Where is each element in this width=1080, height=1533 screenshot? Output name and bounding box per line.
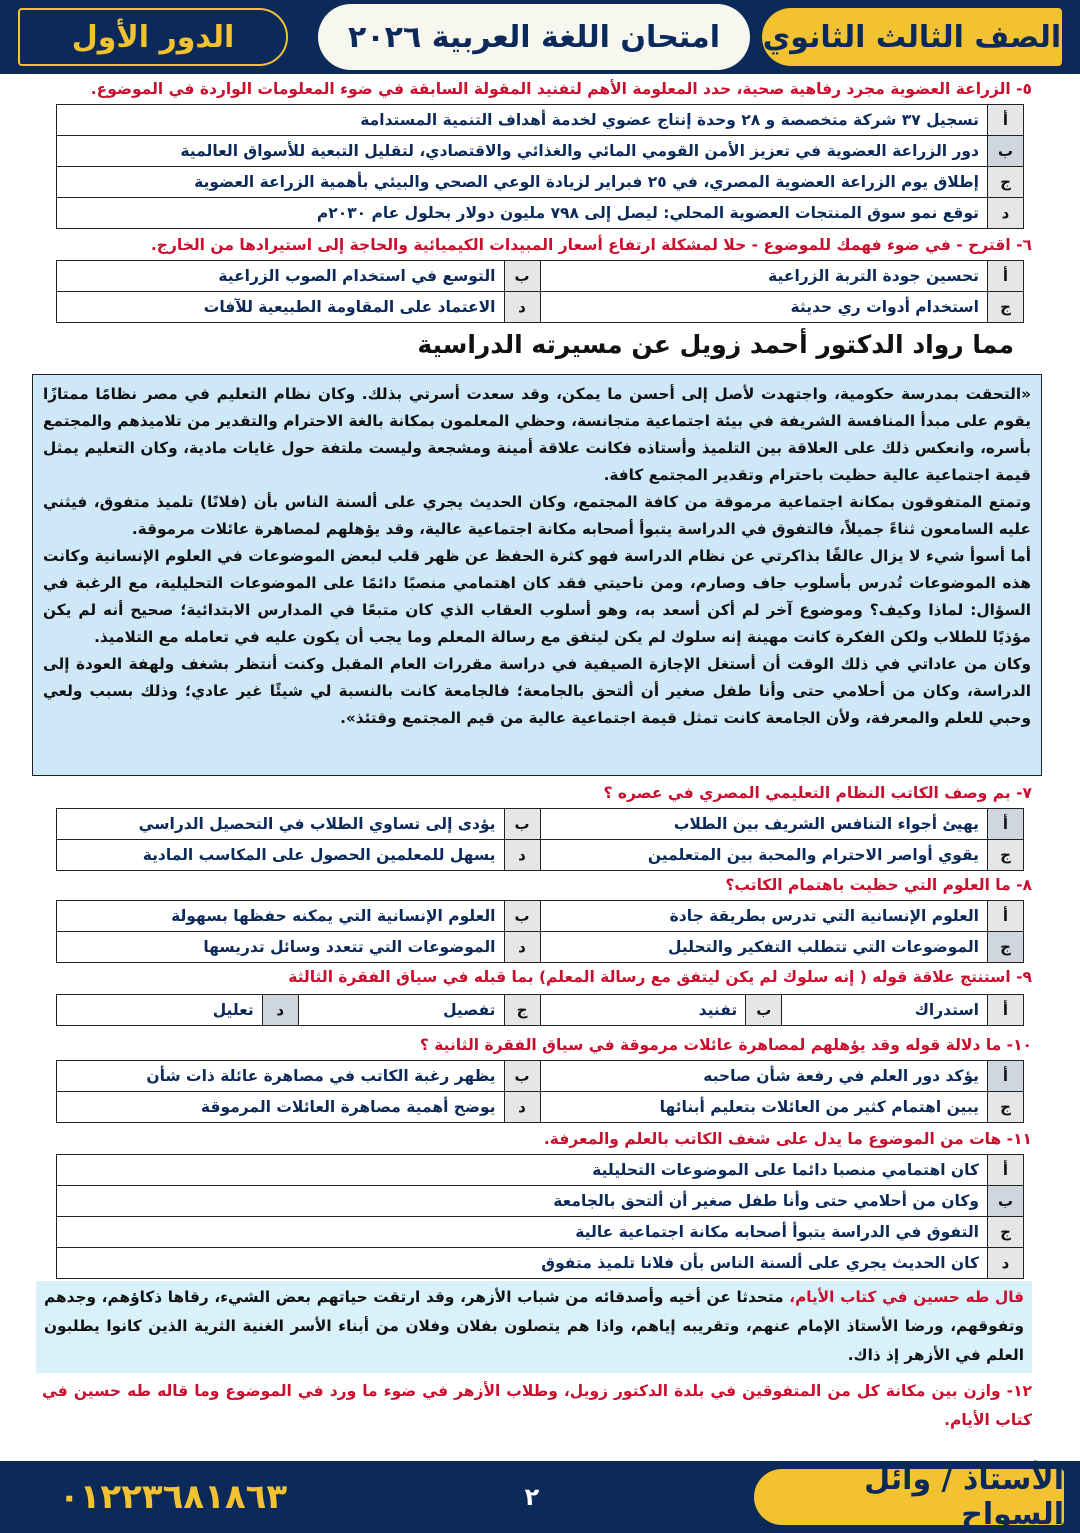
q11-option-d[interactable] — [57, 1248, 1024, 1279]
page-footer — [0, 1461, 1080, 1533]
page-number: ٢ — [524, 1483, 540, 1511]
option-letter: د — [988, 1248, 1024, 1279]
option-letter: د — [504, 1092, 540, 1123]
quote-paragraph — [44, 1283, 1024, 1370]
exam-title: امتحان اللغة العربية ٢٠٢٦ — [348, 19, 720, 55]
q5-option-d[interactable] — [57, 198, 1024, 229]
option-letter: ب — [746, 995, 782, 1026]
option-letter: أ — [988, 809, 1024, 840]
q11-option-a[interactable] — [57, 1155, 1024, 1186]
passage-paragraph-2: وتمتع المتفوقون بمكانة اجتماعية مرموقة من كافة المجتمع، وكان الحديث يجري على ألسنة الناس بأن (فلانًا) تلميذ متفوق، فيثني عليه السامعون ثناءً جميلاً، فالتفوق في الدراسة يتبوأ أصحابه مكانة اجتماعية عالية، وقد يؤهلهم لمصاهرة عائلات مرموقة. — [43, 493, 1031, 538]
option-letter: أ — [988, 1061, 1024, 1092]
teacher-tab — [754, 1462, 1064, 1532]
option-letter: د — [504, 932, 540, 963]
q5-option-c[interactable] — [57, 167, 1024, 198]
passage-paragraph-1: «التحقت بمدرسة حكومية، واجتهدت لأصل إلى أحسن ما يمكن، وقد سعدت أسرتي بذلك. وكان نظام التعليم في مصر نظامًا ممتازًا يقوم على مبدأ المنافسة الشريفة في بيئة اجتماعية متجانسة، وحظي المعلمون بمكانة بالغة الاحترام والتقدير من تلاميذهم والمجتمع بأسره، وانعكس ذلك على العلاقة بين التلميذ وأستاذه فكانت علاقة أمينة ومشجعة وليست ملتفة حول غايات مادية، وكان التعليم يمثل قيمة اجتماعية عالية حظيت باحترام وتقدير المجتمع كافة. — [43, 385, 1031, 484]
option-letter: ج — [988, 292, 1024, 323]
q6-option-c[interactable]: استخدام أدوات ري حديثة — [540, 292, 988, 323]
option-letter: ج — [988, 932, 1024, 963]
q11-option-b[interactable] — [57, 1186, 1024, 1217]
round-label: الدور الأول — [71, 19, 235, 55]
q10-option-d[interactable]: يوضح أهمية مصاهرة العائلات المرموقة — [57, 1092, 505, 1123]
option-text: دور الزراعة العضوية في تعزيز الأمن القومي المائي والغذائي والاقتصادي، لتقليل التبعية للأسواق العالمية — [57, 136, 988, 167]
q8-option-a[interactable]: العلوم الإنسانية التي تدرس بطريقة جادة — [540, 901, 988, 932]
passage-paragraph-4: وكان من عاداتي في ذلك الوقت أن أستغل الإجازة الصيفية في دراسة مقررات العام المقبل وكنت أنتظر بشغف ولهفة العودة إلى الدراسة، وكان من أحلامي حتى وأنا طفل صغير أن ألتحق بالجامعة؛ فالجامعة كانت بالنسبة لي شيئًا غير عادي؛ وذلك بسبب ولعي وحبي للعلم والمعرفة، ولأن الجامعة كانت تمثل قيمة اجتماعية عالية من قيم المجتمع وقتئذ». — [43, 655, 1031, 727]
q7-option-c[interactable]: يقوي أواصر الاحترام والمحبة بين المتعلمين — [540, 840, 988, 871]
reading-passage — [32, 374, 1042, 776]
option-letter: أ — [988, 995, 1024, 1026]
grade-label: الصف الثالث الثانوي — [762, 19, 1062, 55]
teacher-name: الأستاذ / وائل السواح — [864, 1462, 1064, 1532]
q5-option-b[interactable] — [57, 136, 1024, 167]
q10-option-a[interactable]: يؤكد دور العلم في رفعة شأن صاحبه — [540, 1061, 988, 1092]
option-letter: د — [504, 840, 540, 871]
round-tab — [18, 8, 288, 66]
q10-question: ١٠- ما دلالة قوله وقد يؤهلهم لمصاهرة عائلات مرموقة في سياق الفقرة الثانية ؟ — [419, 1036, 1032, 1054]
option-letter: أ — [988, 261, 1024, 292]
q12-question: ١٢- وازن بين مكانة كل من المتفوقين في بلدة الدكتور زويل، وطلاب الأزهر في ضوء ما ورد في الموضوع وما قاله طه حسين في كتاب الأيام. — [42, 1382, 1032, 1429]
q5-question: ٥- الزراعة العضوية مجرد رفاهية صحية، حدد المعلومة الأهم لتفنيد المقولة السابقة في ضوء المعلومات الواردة في الموضوع. — [90, 80, 1032, 98]
q9-option-d[interactable]: تعليل — [57, 995, 263, 1026]
option-letter: ب — [504, 261, 540, 292]
option-letter: ب — [988, 1186, 1024, 1217]
option-letter: ج — [988, 1092, 1024, 1123]
q10-options — [56, 1060, 1024, 1123]
option-letter: ج — [504, 995, 540, 1026]
option-text: وكان من أحلامي حتى وأنا طفل صغير أن ألتحق بالجامعة — [57, 1186, 988, 1217]
option-text: توقع نمو سوق المنتجات العضوية المحلي: ليصل إلى ٧٩٨ مليون دولار بحلول عام ٢٠٣٠م — [57, 198, 988, 229]
q6-options — [56, 260, 1024, 323]
quote-intro: قال طه حسين في كتاب الأيام، — [789, 1288, 1025, 1306]
q7-option-b[interactable]: يؤدى إلى تساوي الطلاب في التحصيل الدراسي — [57, 809, 505, 840]
q11-question: ١١- هات من الموضوع ما يدل على شغف الكاتب بالعلم والمعرفة. — [543, 1130, 1032, 1148]
q5-options — [56, 104, 1024, 229]
q8-question: ٨- ما العلوم التي حظيت باهتمام الكاتب؟ — [725, 876, 1032, 894]
q9-options — [56, 994, 1024, 1026]
option-letter: ب — [988, 136, 1024, 167]
option-letter: ج — [988, 167, 1024, 198]
q9-option-b[interactable]: تفنيد — [540, 995, 746, 1026]
quote-box — [36, 1281, 1032, 1373]
q8-option-b[interactable]: العلوم الإنسانية التي يمكنه حفظها بسهولة — [57, 901, 505, 932]
q11-option-c[interactable] — [57, 1217, 1024, 1248]
q8-options — [56, 900, 1024, 963]
q8-option-d[interactable]: الموضوعات التي تتعدد وسائل تدريسها — [57, 932, 505, 963]
option-text: إطلاق يوم الزراعة العضوية المصري، في ٢٥ فبراير لزيادة الوعي الصحي والبيئي بأهمية الزراعة العضوية — [57, 167, 988, 198]
q10-option-b[interactable]: يظهر رغبة الكاتب في مصاهرة عائلة ذات شأن — [57, 1061, 505, 1092]
page-header — [0, 0, 1080, 74]
exam-title-tab — [318, 4, 750, 70]
option-text: كان اهتمامي منصبا دائما على الموضوعات التحليلية — [57, 1155, 988, 1186]
q9-option-c[interactable]: تفصيل — [298, 995, 504, 1026]
q6-option-d[interactable]: الاعتماد على المقاومة الطبيعية للآفات — [57, 292, 505, 323]
option-letter: د — [988, 198, 1024, 229]
option-letter: ب — [504, 809, 540, 840]
q5-option-a[interactable] — [57, 105, 1024, 136]
option-letter: ج — [988, 1217, 1024, 1248]
option-letter: أ — [988, 901, 1024, 932]
option-letter: د — [504, 292, 540, 323]
option-text: التفوق في الدراسة يتبوأ أصحابه مكانة اجتماعية عالية — [57, 1217, 988, 1248]
q6-question: ٦- اقترح - في ضوء فهمك للموضوع - حلا لمشكلة ارتفاع أسعار المبيدات الكيميائية والحاجة إلى استيرادها من الخارج. — [150, 236, 1032, 254]
option-letter: د — [262, 995, 298, 1026]
option-letter: ج — [988, 840, 1024, 871]
passage-paragraph-3: أما أسوأ شيء لا يزال عالقًا بذاكرتي عن نظام الدراسة فهو كثرة الحفظ عن ظهر قلب لبعض الموضوعات في العلوم الإنسانية وكانت هذه الموضوعات تُدرس بأسلوب جاف وصارم، ومن ناحيتي فقد كان اهتمامي منصبًا دائمًا على الموضوعات التحليلية، مع الرغبة في السؤال: لماذا وكيف؟ وموضوع آخر لم أكن أسعد به، وهو أسلوب العقاب الذي كان متبعًا في المدارس الابتدائية؛ صحيح أنه لم يكن مؤذيًا للطلاب ولكن الفكرة كانت مهينة إنه سلوك لم يكن ليتفق مع رسالة المعلم وما يجب أن يكون عليه في تعامله مع التلاميذ. — [43, 547, 1031, 646]
q7-option-a[interactable]: يهيئ أجواء التنافس الشريف بين الطلاب — [540, 809, 988, 840]
q8-option-c[interactable]: الموضوعات التي تتطلب التفكير والتحليل — [540, 932, 988, 963]
q7-options — [56, 808, 1024, 871]
quote-text: متحدثا عن أخيه وأصدقائه من شباب الأزهر، وقد ارتقت حياتهم بعض الشيء، رقاها ذكاؤهم، وجدهم وتفوقهم، ورضا الأستاذ الإمام عنهم، وتقريبه إياهم، واذا هم يتصلون بفلان وفلان من أبناء الأسر الغنية الثرية الذين كانوا يطلبون العلم في الأزهر إذ ذاك. — [44, 1288, 1024, 1364]
option-letter: ب — [504, 901, 540, 932]
q10-option-c[interactable]: يبين اهتمام كثير من العائلات بتعليم أبنائها — [540, 1092, 988, 1123]
q6-option-a[interactable]: تحسين جودة التربة الزراعية — [540, 261, 988, 292]
q7-question: ٧- بم وصف الكاتب النظام التعليمي المصري في عصره ؟ — [603, 784, 1032, 802]
q7-option-d[interactable]: يسهل للمعلمين الحصول على المكاسب المادية — [57, 840, 505, 871]
phone-number: ٠١٢٢٣٦٨١٨٦٣ — [58, 1477, 288, 1517]
option-letter: أ — [988, 105, 1024, 136]
q9-option-a[interactable]: استدراك — [782, 995, 988, 1026]
q6-option-b[interactable]: التوسع في استخدام الصوب الزراعية — [57, 261, 505, 292]
option-letter: أ — [988, 1155, 1024, 1186]
phone-number-box — [28, 1473, 318, 1521]
option-letter: ب — [504, 1061, 540, 1092]
grade-tab — [762, 8, 1062, 66]
q9-question: ٩- استنتج علاقة قوله ( إنه سلوك لم يكن ليتفق مع رسالة المعلم) بما قبله في سياق الفقرة الثالثة — [288, 968, 1032, 986]
section-title: مما رواد الدكتور أحمد زويل عن مسيرته الدراسية — [417, 330, 1014, 359]
option-text: كان الحديث يجري على ألسنة الناس بأن فلانا تلميذ متفوق — [57, 1248, 988, 1279]
q11-options — [56, 1154, 1024, 1279]
option-text: تسجيل ٣٧ شركة متخصصة و ٢٨ وحدة إنتاج عضوي لخدمة أهداف التنمية المستدامة — [57, 105, 988, 136]
